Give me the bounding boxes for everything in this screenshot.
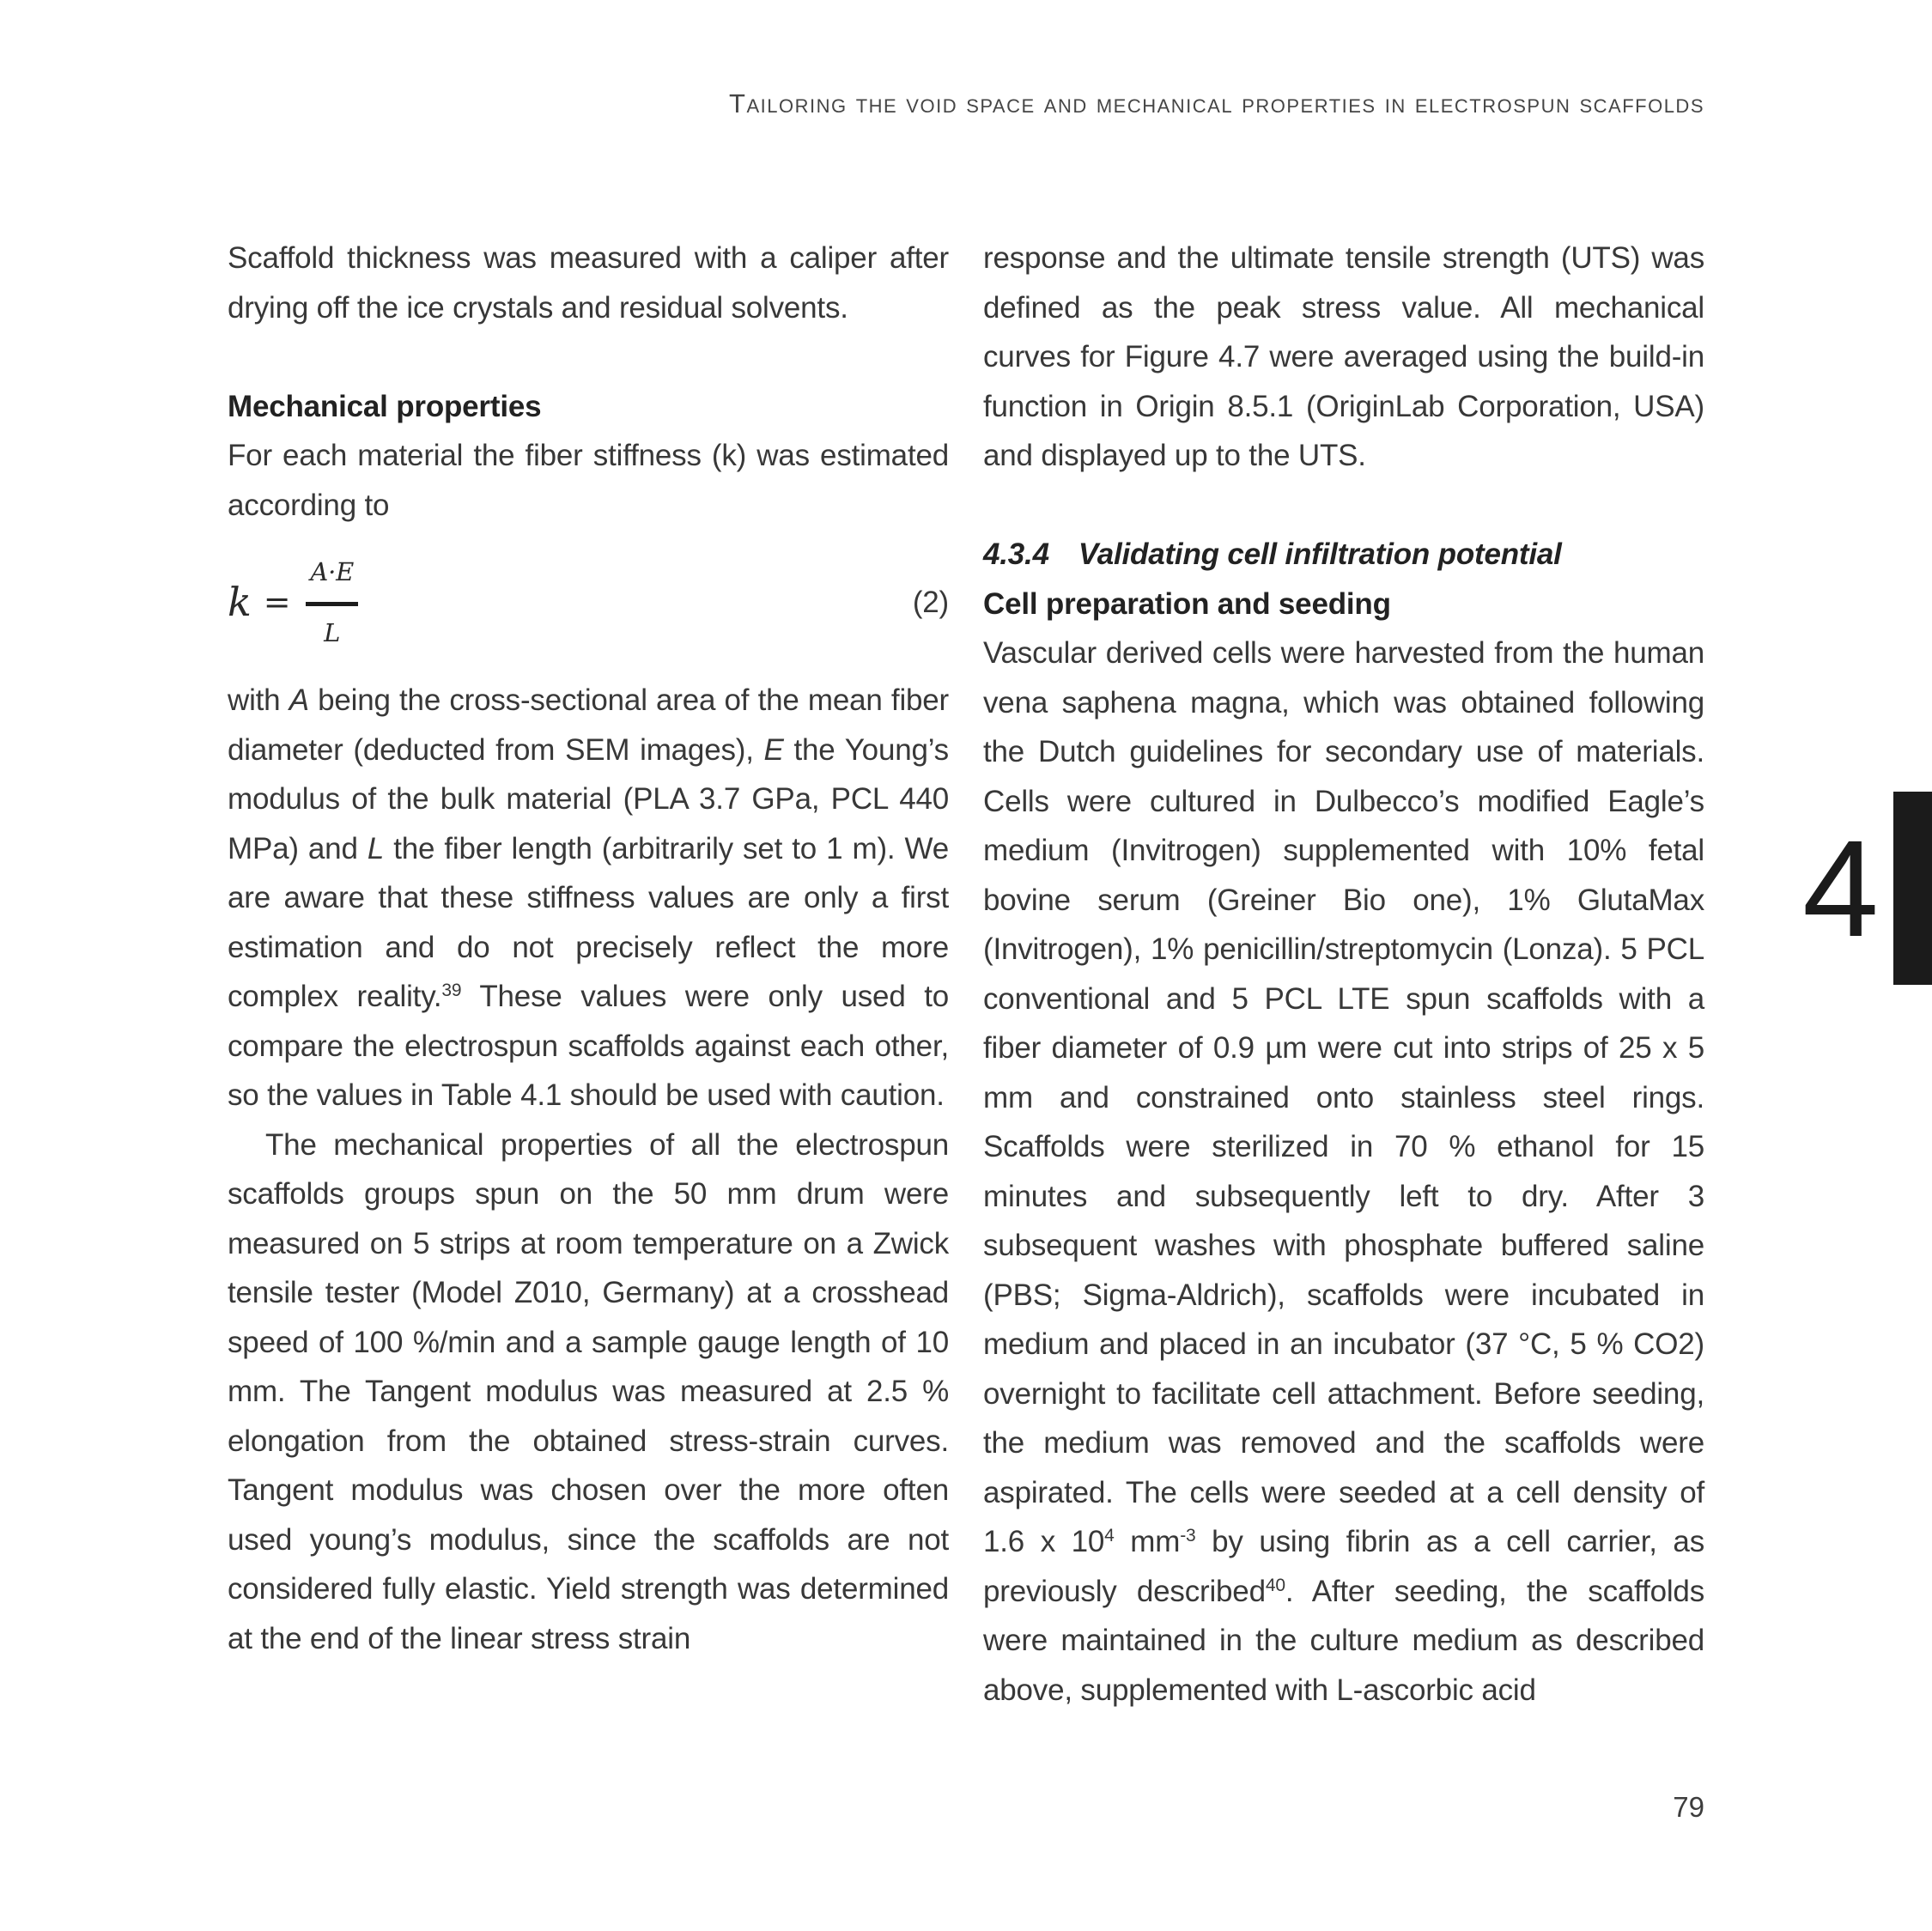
paragraph-uts-origin: response and the ultimate tensile strength (UTS) was defined as the peak stress value. All mechanical curves for Figure 4.7 were averaged using the build-in function in Origin 8.5.1 (OriginLab Corporation, USA) and displayed up to the UTS.: [983, 241, 1704, 472]
paragraph-stiffness-caution: with A being the cross-sectional area of the mean fiber diameter (deducted from SEM images), E the Young’s modulus of the bulk material (PLA 3.7 GPa, PCL 440 MPa) and L the fiber length (arbitrarily set to 1 m). We are aware that these stiffness values are only a first estimation and do not precisely reflect the more complex reality.$^{39}$ These values were only used to compare the electrospun scaffolds against each other, so the values in Table 4.1 should be used with caution.: [228, 683, 950, 1112]
paragraph-fiber-stiffness-intro: For each material the fiber stiffness (k) was estimated according to: [228, 439, 949, 522]
chapter-number: 4: [1802, 811, 1879, 965]
paragraph-tensile-testing: The mechanical properties of all the electrospun scaffolds groups spun on the 50 mm drum were measured on 5 strips at room temperature on a Zwick tensile tester (Model Z010, Germany) at a crosshead speed of 100 %/min and a sample gauge length of 10 mm. The Tangent modulus was measured at 2.5 % elongation from the obtained stress-strain curves. Tangent modulus was chosen over the more often used young’s modulus, since the scaffolds are not considered fully elastic. Yield strength was determined at the end of the linear stress strain: [228, 1127, 949, 1655]
heading-cell-preparation: Cell preparation and seeding: [983, 586, 1391, 621]
section-number: 4.3.4: [983, 537, 1049, 571]
heading-mechanical-properties: Mechanical properties: [228, 389, 542, 423]
equation-formula: [228, 548, 358, 658]
equation-number: (2): [912, 586, 949, 620]
equation-lhs: k: [228, 579, 252, 626]
section-title: Validating cell infiltration potential: [1078, 537, 1562, 571]
equation-2: [228, 530, 949, 676]
right-column: [983, 234, 1704, 1715]
left-column: [228, 234, 949, 1663]
heading-section-4-3-4: [983, 530, 1704, 580]
running-header: Tailoring the void space and mechanical properties in electrospun scaffolds: [729, 88, 1704, 118]
equation-denominator: L: [324, 617, 341, 647]
paragraph-scaffold-thickness: Scaffold thickness was measured with a caliper after drying off the ice crystals and residual solvents.: [228, 241, 949, 325]
page-number: 79: [1673, 1791, 1704, 1823]
equation-numerator: A·E: [306, 548, 358, 606]
paragraph-cell-seeding: Vascular derived cells were harvested from the human vena saphena magna, which was obtained following the Dutch guidelines for secondary use of materials. Cells were cultured in Dulbecco’s modified Eagle’s medium (Invitrogen) supplemented with 10% fetal bovine serum (Greiner Bio one), 1% GlutaMax (Invitrogen), 1% penicillin/streptomycin (Lonza). 5 PCL conventional and 5 PCL LTE spun scaffolds with a fiber diameter of 0.9 µm were cut into strips of 25 x 5 mm and constrained onto stainless steel rings. Scaffolds were sterilized in 70 % ethanol for 15 minutes and subsequently left to dry. After 3 subsequent washes with phosphate buffered saline (PBS; Sigma-Aldrich), scaffolds were incubated in medium and placed in an incubator (37 °C, 5 % CO2) overnight to facilitate cell attachment. Before seeding, the medium was removed and the scaffolds were aspirated. The cells were seeded at a cell density of 1.6 x $10^4$ $mm^{-3}$ by using fibrin as a cell carrier, as previously described$^{40}$. After seeding, the scaffolds were maintained in the culture medium as described above, supplemented with L-ascorbic acid: [983, 636, 1705, 1707]
chapter-tab-bar: [1893, 792, 1932, 985]
equation-fraction: [306, 548, 358, 658]
equation-equals-sign: =: [263, 583, 291, 622]
